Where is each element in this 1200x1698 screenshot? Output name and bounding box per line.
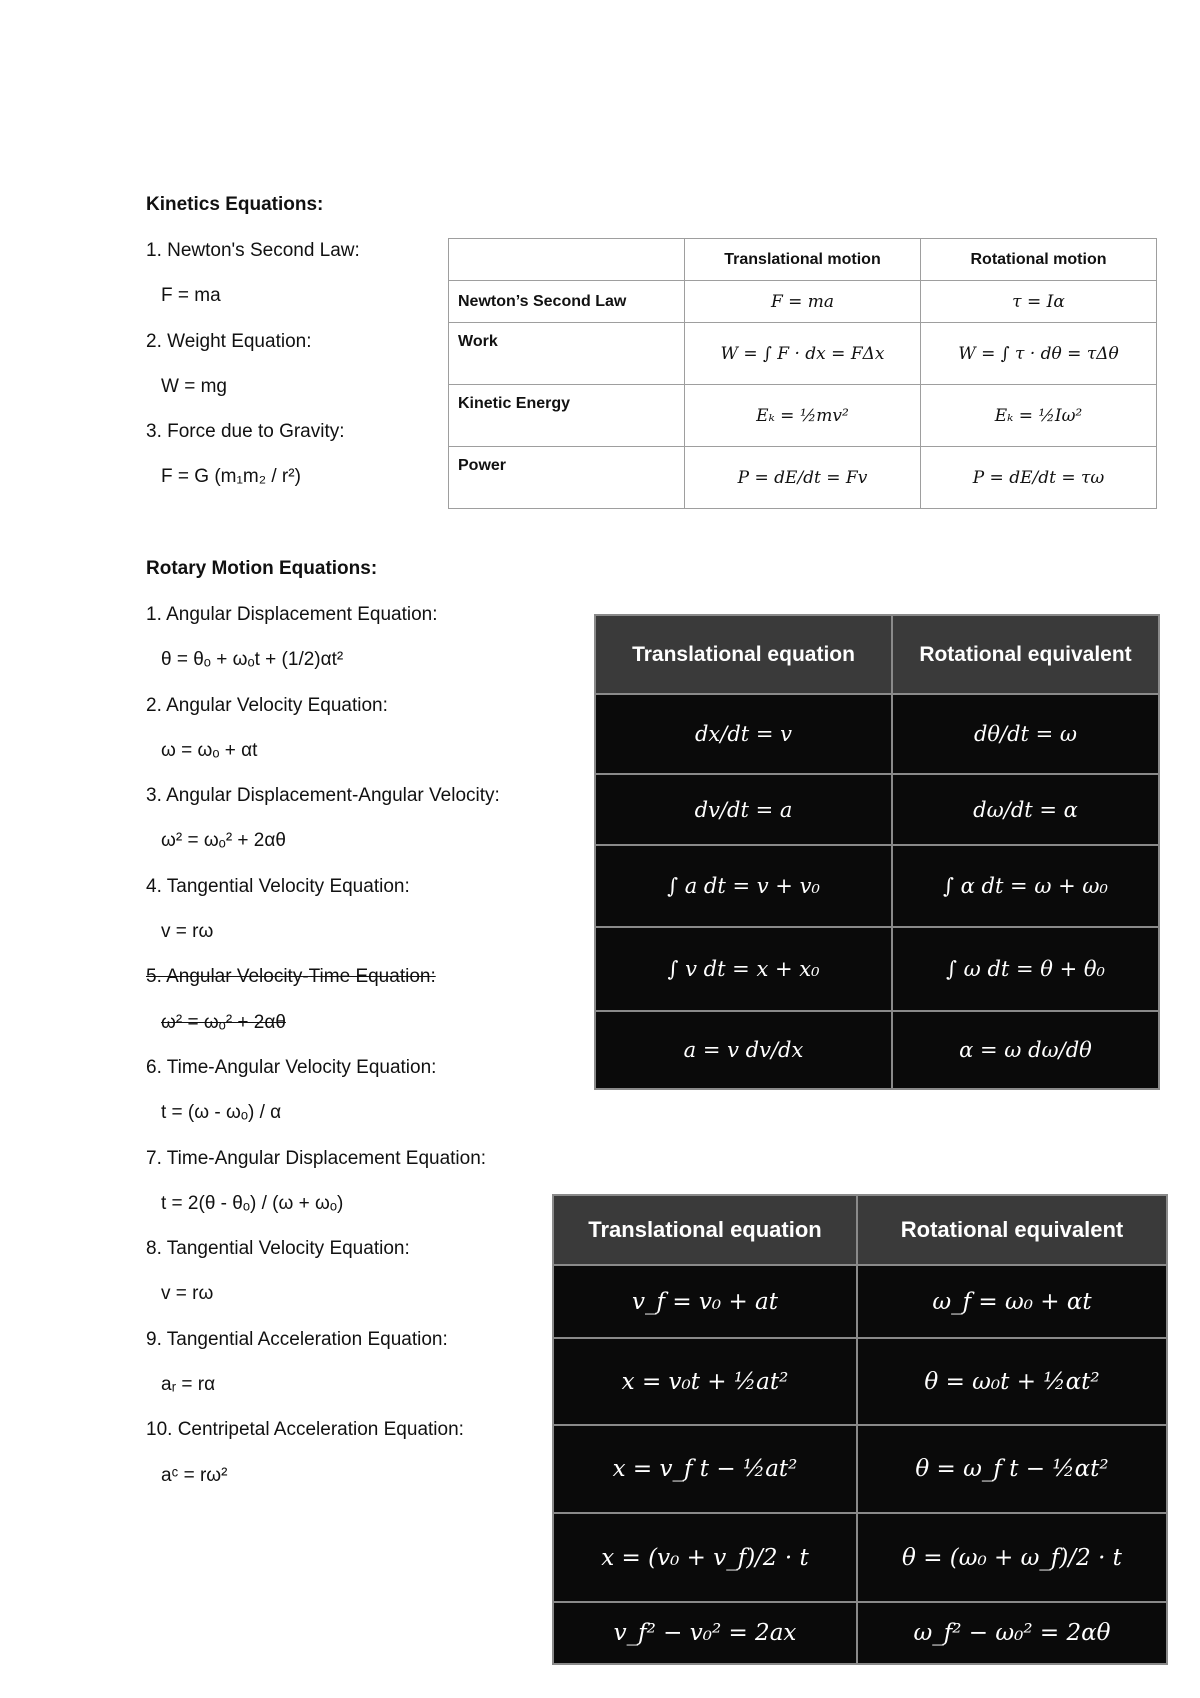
equation-cell: Eₖ = ½mv² — [685, 385, 921, 447]
table-row — [553, 1265, 1167, 1338]
table-header-cell: Translational motion — [685, 239, 921, 281]
table-header-row — [449, 239, 1157, 281]
kinematic-equivalents-table — [552, 1194, 1168, 1665]
table-header-cell: Translational equation — [595, 615, 892, 694]
equation-cell: ω_f = ω₀ + αt — [857, 1265, 1167, 1338]
equation-text: W = mg — [161, 375, 227, 397]
table-row — [553, 1338, 1167, 1425]
equation-cell: dθ/dt = ω — [892, 694, 1159, 774]
equation-cell: P = dE/dt = Fv — [685, 447, 921, 509]
equation-text: v = rω — [161, 921, 214, 943]
table-row — [553, 1513, 1167, 1602]
list-item: 2. Weight Equation: — [146, 330, 312, 352]
equation-text: F = G (m₁m₂ / r²) — [161, 466, 301, 488]
list-item-struck: 5. Angular Velocity-Time Equation: — [146, 966, 436, 988]
equation-cell: ∫ ω dt = θ + θ₀ — [892, 927, 1159, 1011]
table-header-cell: Translational equation — [553, 1195, 857, 1265]
equation-text: θ = θₒ + ωₒt + (1/2)αt² — [161, 649, 344, 671]
equation-cell: ∫ a dt = v + v₀ — [595, 845, 892, 927]
equation-cell: dx/dt = v — [595, 694, 892, 774]
equation-cell: x = v_f t − ½at² — [553, 1425, 857, 1513]
equation-cell: W = ∫ F · dx = FΔx — [685, 323, 921, 385]
list-item: 8. Tangential Velocity Equation: — [146, 1238, 410, 1260]
equation-text: F = ma — [161, 285, 221, 307]
row-label: Power — [449, 447, 685, 509]
equation-cell: ∫ α dt = ω + ω₀ — [892, 845, 1159, 927]
equation-text: aᵣ = rα — [161, 1374, 216, 1396]
equation-cell: F = ma — [685, 281, 921, 323]
kinetics-list — [146, 228, 360, 500]
equation-cell: θ = (ω₀ + ω_f)/2 · t — [857, 1513, 1167, 1602]
equation-text: ω² = ωₒ² + 2αθ — [161, 830, 286, 852]
table-row — [595, 774, 1159, 845]
list-item: 6. Time-Angular Velocity Equation: — [146, 1056, 437, 1078]
equation-cell: ω_f² − ω₀² = 2αθ — [857, 1602, 1167, 1664]
table-row — [595, 845, 1159, 927]
table-header-cell: Rotational equivalent — [892, 615, 1159, 694]
equation-cell: α = ω dω/dθ — [892, 1011, 1159, 1089]
list-item: 10. Centripetal Acceleration Equation: — [146, 1419, 464, 1441]
equation-cell: v_f² − v₀² = 2ax — [553, 1602, 857, 1664]
table-row — [595, 1011, 1159, 1089]
row-label: Work — [449, 323, 685, 385]
table-header-cell: Rotational equivalent — [857, 1195, 1167, 1265]
table-row — [449, 447, 1157, 509]
equation-cell: x = (v₀ + v_f)/2 · t — [553, 1513, 857, 1602]
table-row — [553, 1425, 1167, 1513]
table-header-cell: Rotational motion — [921, 239, 1157, 281]
list-item: 1. Newton's Second Law: — [146, 240, 360, 261]
equation-cell: θ = ω₀t + ½αt² — [857, 1338, 1167, 1425]
list-item: 4. Tangential Velocity Equation: — [146, 875, 410, 897]
rotary-heading: Rotary Motion Equations: — [146, 558, 378, 579]
table-row — [449, 281, 1157, 323]
table-header-row — [553, 1195, 1167, 1265]
equation-cell: dω/dt = α — [892, 774, 1159, 845]
list-item: 9. Tangential Acceleration Equation: — [146, 1328, 448, 1350]
table-row — [449, 323, 1157, 385]
row-label: Newton’s Second Law — [449, 281, 685, 323]
equation-cell: Eₖ = ½Iω² — [921, 385, 1157, 447]
equation-cell: τ = Iα — [921, 281, 1157, 323]
motion-comparison-table — [448, 238, 1157, 509]
equation-cell: P = dE/dt = τω — [921, 447, 1157, 509]
equation-text: v = rω — [161, 1283, 214, 1305]
equation-cell: dv/dt = a — [595, 774, 892, 845]
equation-text: aᶜ = rω² — [161, 1464, 228, 1486]
table-header-cell — [449, 239, 685, 281]
equation-cell: ∫ v dt = x + x₀ — [595, 927, 892, 1011]
list-item: 1. Angular Displacement Equation: — [146, 604, 438, 625]
equation-cell: x = v₀t + ½at² — [553, 1338, 857, 1425]
table-row — [595, 694, 1159, 774]
equation-cell: W = ∫ τ · dθ = τΔθ — [921, 323, 1157, 385]
table-row — [595, 927, 1159, 1011]
list-item: 7. Time-Angular Displacement Equation: — [146, 1147, 487, 1169]
row-label: Kinetic Energy — [449, 385, 685, 447]
table-row — [553, 1602, 1167, 1664]
equation-cell: a = v dv/dx — [595, 1011, 892, 1089]
table-row — [449, 385, 1157, 447]
equation-text-struck: ω² = ωₒ² + 2αθ — [161, 1011, 286, 1033]
equation-text: t = (ω - ωₒ) / α — [161, 1102, 282, 1124]
equation-text: ω = ωₒ + αt — [161, 739, 258, 761]
list-item: 2. Angular Velocity Equation: — [146, 694, 388, 716]
kinetics-heading: Kinetics Equations: — [146, 194, 324, 215]
equation-cell: θ = ω_f t − ½αt² — [857, 1425, 1167, 1513]
equation-cell: v_f = v₀ + at — [553, 1265, 857, 1338]
derivative-equivalents-table — [594, 614, 1160, 1090]
list-item: 3. Force due to Gravity: — [146, 421, 345, 443]
list-item: 3. Angular Displacement-Angular Velocity: — [146, 785, 500, 807]
equation-text: t = 2(θ - θₒ) / (ω + ωₒ) — [161, 1192, 344, 1214]
table-header-row — [595, 615, 1159, 694]
rotary-list — [146, 592, 500, 1498]
